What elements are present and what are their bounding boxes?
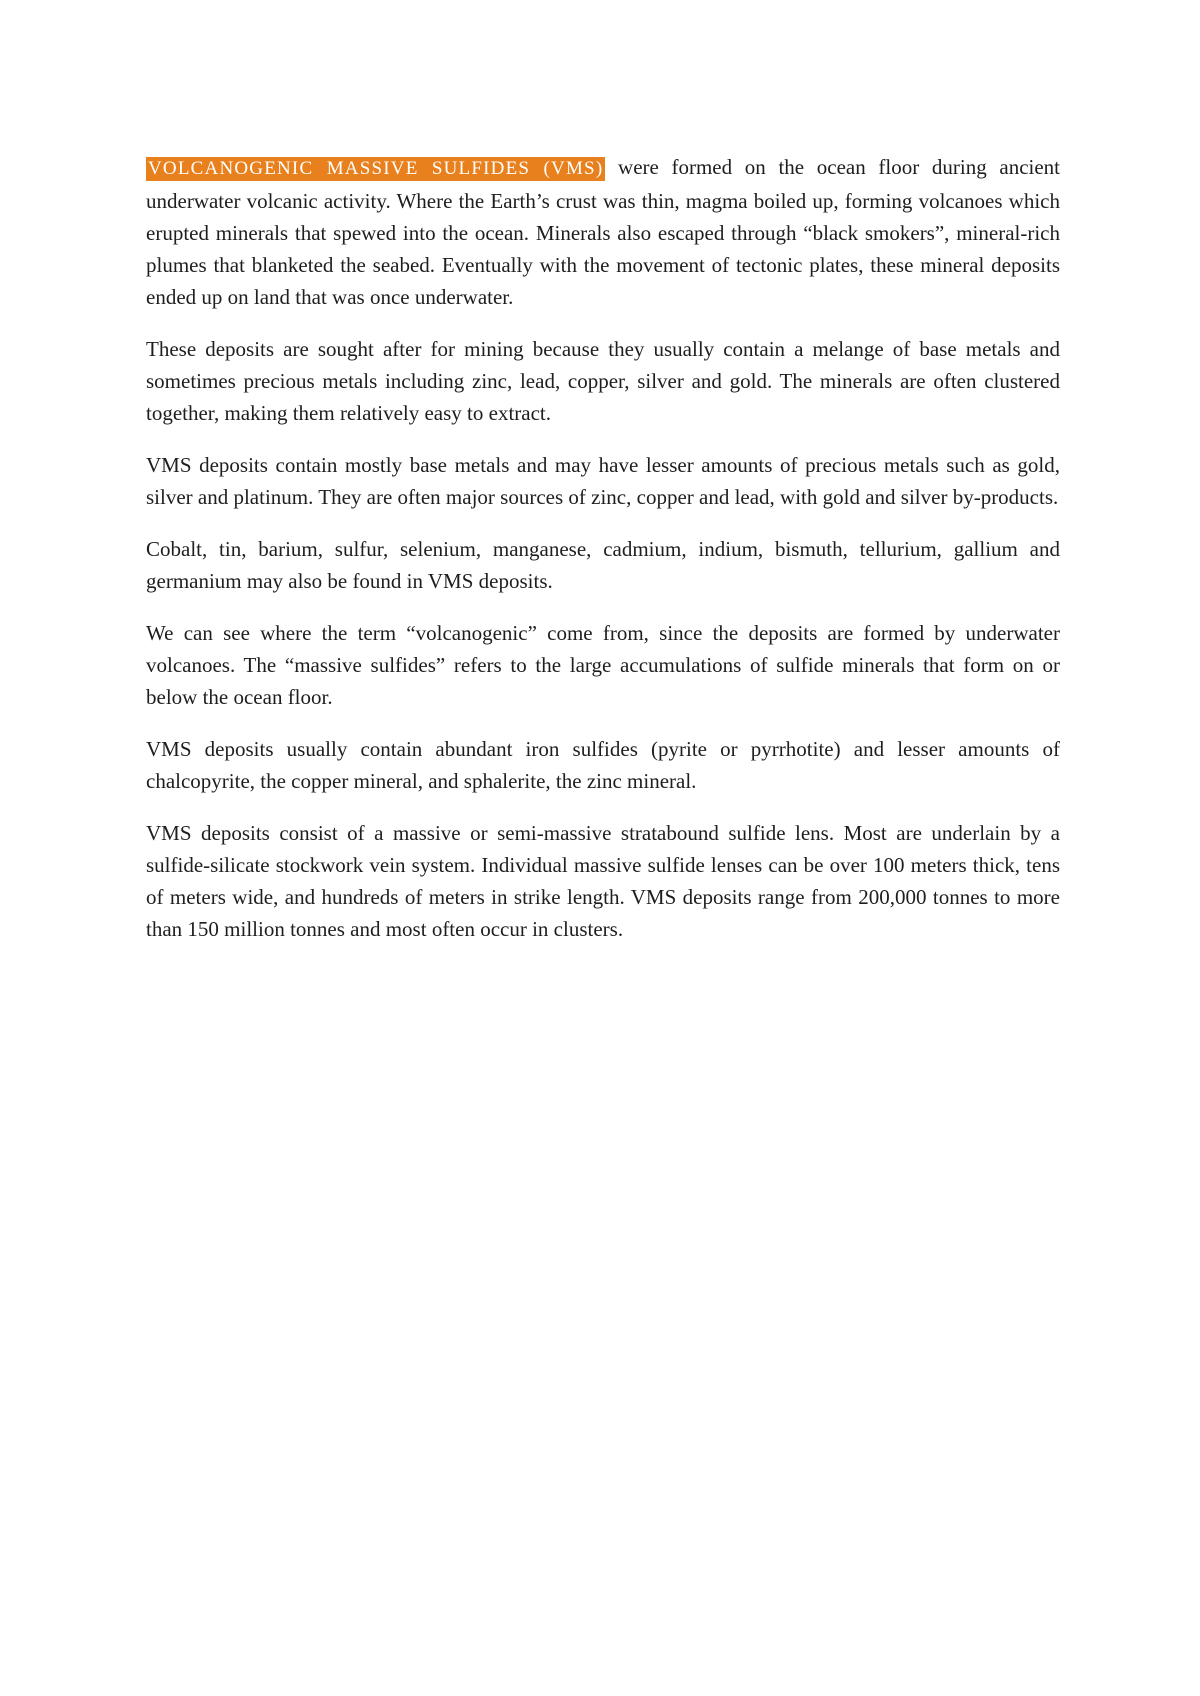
paragraph-6 xyxy=(146,733,1060,797)
paragraph-5 xyxy=(146,617,1060,713)
paragraph-text: VMS deposits usually contain abundant iron sulfides (pyrite or pyrrhotite) and lesser amounts of chalcopyrite, the copper mineral, and sphalerite, the zinc mineral. xyxy=(146,737,1060,793)
paragraph-text: These deposits are sought after for mining because they usually contain a melange of base metals and sometimes precious metals including zinc, lead, copper, silver and gold. The minerals are often clustered together, making them relatively easy to extract. xyxy=(146,337,1060,425)
paragraph-2 xyxy=(146,333,1060,429)
paragraph-text: Cobalt, tin, barium, sulfur, selenium, manganese, cadmium, indium, bismuth, tellurium, gallium and germanium may also be found in VMS deposits. xyxy=(146,537,1060,593)
paragraph-text: were formed on the ocean floor during ancient underwater volcanic activity. Where the Earth’s crust was thin, magma boiled up, forming volcanoes which erupted minerals that spewed into the ocean. Minerals also escaped through “black smokers”, mineral-rich plumes that blanketed the seabed. Eventually with the movement of tectonic plates, these mineral deposits ended up on land that was once underwater. xyxy=(146,155,1061,309)
paragraph-4 xyxy=(146,533,1060,597)
paragraph-1 xyxy=(146,151,1060,313)
document-body xyxy=(146,151,1060,965)
paragraph-7 xyxy=(146,817,1060,945)
paragraph-text: We can see where the term “volcanogenic” come from, since the deposits are formed by underwater volcanoes. The “massive sulfides” refers to the large accumulations of sulfide minerals that form on or below the ocean floor. xyxy=(146,621,1060,709)
paragraph-text: VMS deposits consist of a massive or semi-massive stratabound sulfide lens. Most are underlain by a sulfide-silicate stockwork vein system. Individual massive sulfide lenses can be over 100 meters thick, tens of meters wide, and hundreds of meters in strike length. VMS deposits range from 200,000 tonnes to more than 150 million tonnes and most often occur in clusters. xyxy=(146,821,1060,941)
paragraph-3 xyxy=(146,449,1060,513)
highlighted-heading: VOLCANOGENIC MASSIVE SULFIDES (VMS) xyxy=(148,158,604,179)
paragraph-text: VMS deposits contain mostly base metals and may have lesser amounts of precious metals such as gold, silver and platinum. They are often major sources of zinc, copper and lead, with gold and silver by-products. xyxy=(146,453,1060,509)
